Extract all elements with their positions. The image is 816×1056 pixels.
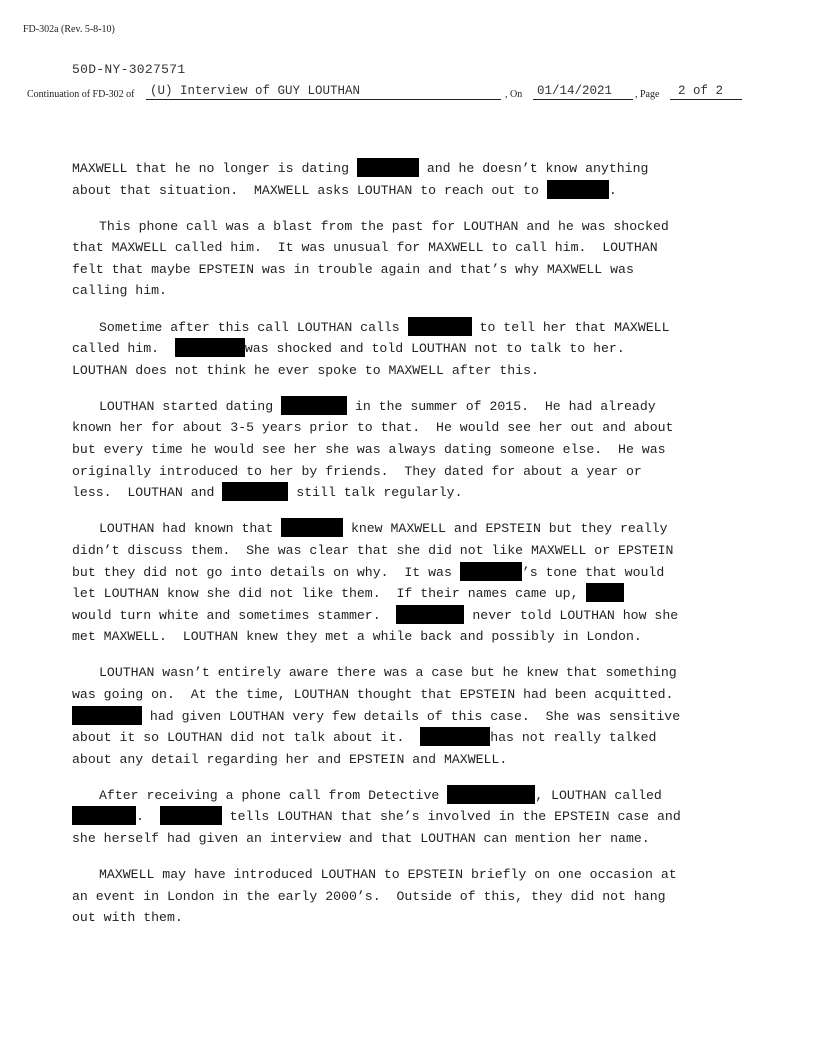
redaction-block [586, 583, 624, 602]
text-segment: MAXWELL that he no longer is dating [72, 161, 357, 176]
text-line [72, 864, 742, 886]
text-line [72, 540, 742, 562]
text-segment: known her for about 3-5 years prior to that. He would see her out and about [72, 420, 674, 436]
text-line [72, 280, 742, 302]
narrative-paragraph [72, 864, 742, 929]
text-segment: she herself had given an interview and that LOUTHAN can mention her name. [72, 831, 650, 847]
text-segment: had given LOUTHAN very few details of this case. She was sensitive [142, 708, 681, 724]
redaction-block [408, 317, 472, 336]
text-segment: This phone call was a blast from the past for LOUTHAN and he was shocked [99, 218, 669, 234]
text-segment: but they did not go into details on why. It was [72, 564, 460, 580]
text-line [72, 439, 742, 461]
text-segment: an event in London in the early 2000’s. Outside of this, they did not hang [72, 888, 666, 904]
text-segment: MAXWELL may have introduced LOUTHAN to EPSTEIN briefly on one occasion at [99, 867, 677, 883]
redaction-block [357, 158, 419, 177]
redaction-block [447, 785, 535, 804]
text-line [72, 605, 742, 627]
text-segment: . [608, 182, 617, 198]
narrative-paragraph [72, 216, 742, 302]
text-segment: less. LOUTHAN and [72, 485, 223, 501]
text-line [72, 518, 742, 540]
text-segment: but every time he would see her she was always dating someone else. He was [72, 442, 666, 458]
text-line [72, 886, 742, 908]
text-segment: never told LOUTHAN how she [464, 607, 679, 623]
text-line [72, 180, 742, 202]
text-segment: LOUTHAN wasn’t entirely aware there was a case but he knew that something [99, 665, 677, 681]
text-line [72, 727, 742, 749]
text-segment: calling him. [72, 283, 167, 299]
text-line [72, 626, 742, 648]
text-segment: ’s tone that would [521, 564, 665, 580]
text-line [72, 828, 742, 850]
interview-narrative [72, 158, 742, 943]
text-segment: originally introduced to her by friends. They dated for about a year or [72, 463, 642, 479]
text-segment: After receiving a phone call from Detective [99, 787, 448, 803]
redaction-block [72, 706, 142, 725]
narrative-paragraph [72, 158, 742, 201]
text-line [72, 749, 742, 771]
text-segment: tells LOUTHAN that she’s involved in the EPSTEIN case and [221, 809, 681, 825]
text-segment: and he doesn’t know anything [418, 161, 649, 176]
redaction-block [281, 518, 343, 537]
text-line [72, 806, 742, 828]
form-number: FD-302a (Rev. 5-8-10) [23, 24, 115, 35]
text-segment: LOUTHAN started dating [99, 398, 282, 414]
redaction-block [396, 605, 464, 624]
text-segment: met MAXWELL. LOUTHAN knew they met a while back and possibly in London. [72, 629, 642, 645]
text-line [72, 417, 742, 439]
text-segment: Sometime after this call LOUTHAN calls [99, 319, 408, 335]
text-line [72, 259, 742, 281]
text-segment: in the summer of 2015. He had already [347, 398, 656, 414]
text-line [72, 684, 742, 706]
text-segment: about it so LOUTHAN did not talk about it. [72, 730, 421, 746]
text-segment: that MAXWELL called him. It was unusual for MAXWELL to call him. LOUTHAN [72, 240, 658, 256]
text-segment: let LOUTHAN know she did not like them. If their names came up, [72, 586, 587, 602]
text-line [72, 396, 742, 418]
text-segment: would turn white and sometimes stammer. [72, 607, 397, 623]
text-line [72, 785, 742, 807]
narrative-paragraph [72, 785, 742, 850]
text-segment: LOUTHAN had known that [99, 521, 282, 537]
narrative-paragraph [72, 317, 742, 382]
text-segment: didn’t discuss them. She was clear that she did not like MAXWELL or EPSTEIN [72, 542, 674, 558]
text-line [72, 216, 742, 238]
on-label: , On [505, 89, 523, 100]
narrative-paragraph [72, 518, 742, 648]
redaction-block [72, 806, 136, 825]
text-line [72, 360, 742, 382]
text-line [72, 338, 742, 360]
text-line [72, 317, 742, 339]
text-line [72, 461, 742, 483]
text-segment: was going on. At the time, LOUTHAN thought that EPSTEIN had been acquitted. [72, 686, 674, 702]
interview-date-field: 01/14/2021 [533, 84, 633, 100]
text-segment: still talk regularly. [288, 485, 463, 501]
redaction-block [420, 727, 490, 746]
text-line [72, 907, 742, 929]
text-segment: knew MAXWELL and EPSTEIN but they really [343, 521, 668, 537]
text-segment: , LOUTHAN called [535, 787, 662, 803]
redaction-block [281, 396, 347, 415]
file-number: 50D-NY-3027571 [72, 62, 186, 77]
narrative-paragraph [72, 396, 742, 504]
page-number-field: 2 of 2 [670, 84, 742, 100]
interview-subject-field: (U) Interview of GUY LOUTHAN [146, 84, 501, 100]
text-line [72, 562, 742, 584]
redaction-block [160, 806, 222, 825]
text-line [72, 237, 742, 259]
page-label: , Page [635, 89, 660, 100]
text-line [72, 662, 742, 684]
redaction-block [175, 338, 245, 357]
text-segment: . [136, 809, 160, 825]
redaction-block [547, 180, 609, 199]
text-segment: about that situation. MAXWELL asks LOUTHAN to reach out to [72, 182, 547, 198]
text-segment: felt that maybe EPSTEIN was in trouble again and that’s why MAXWELL was [72, 261, 634, 277]
text-line [72, 482, 742, 504]
text-segment: LOUTHAN does not think he ever spoke to MAXWELL after this. [72, 362, 539, 378]
redaction-block [460, 562, 522, 581]
continuation-label: Continuation of FD-302 of [27, 89, 135, 100]
text-line [72, 706, 742, 728]
continuation-header [27, 84, 787, 104]
text-segment: out with them. [72, 910, 183, 926]
text-segment: called him. [72, 341, 175, 357]
redaction-block [222, 482, 288, 501]
text-segment: has not really talked [490, 730, 657, 746]
text-line [72, 158, 742, 180]
text-segment: about any detail regarding her and EPSTEIN and MAXWELL. [72, 751, 508, 767]
text-segment: was shocked and told LOUTHAN not to talk to her. [244, 341, 625, 357]
text-line [72, 583, 742, 605]
narrative-paragraph [72, 662, 742, 770]
text-segment: to tell her that MAXWELL [471, 319, 670, 335]
